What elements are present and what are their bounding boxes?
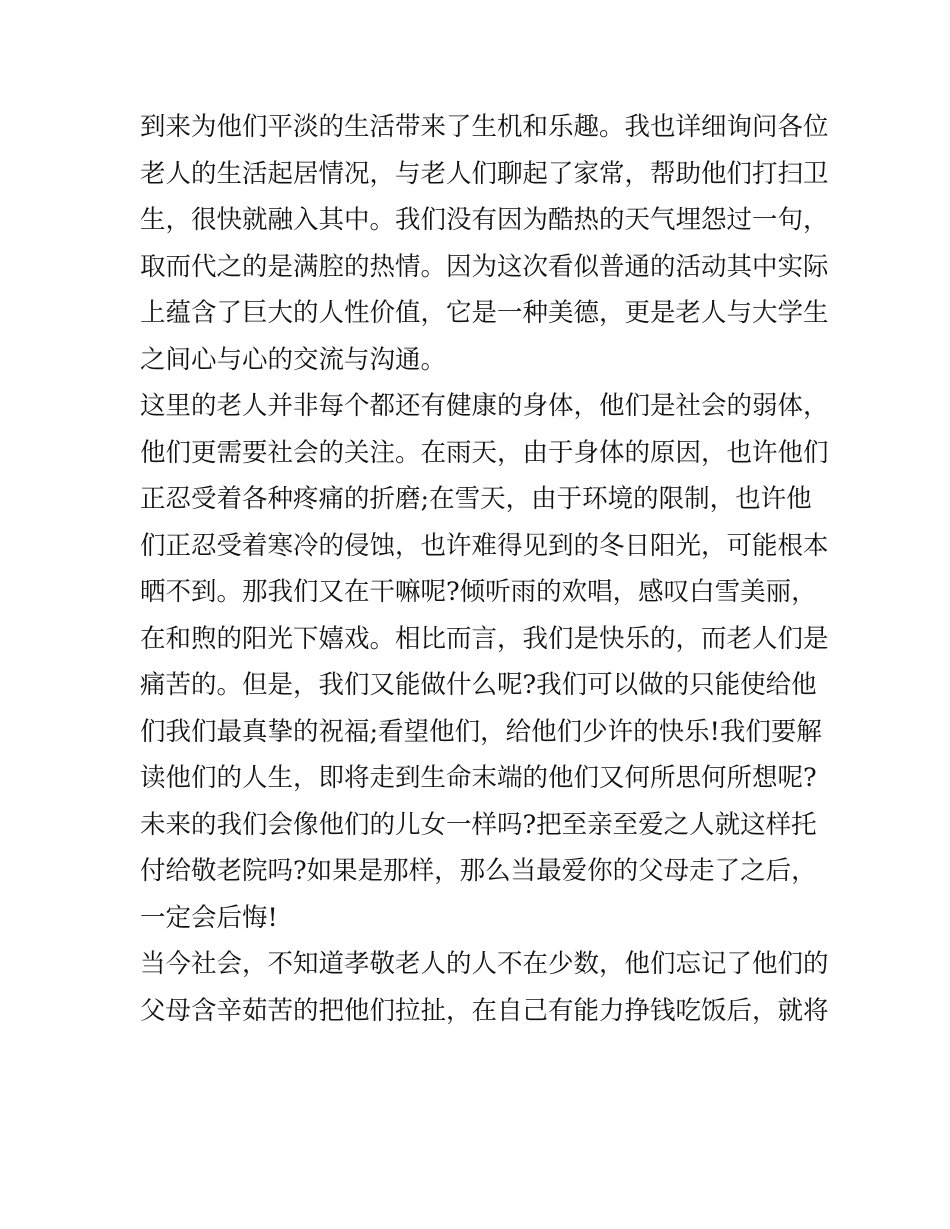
text-line: 上蕴含了巨大的人性价值，它是一种美德，更是老人与大学生 xyxy=(140,298,829,328)
text-line: 们我们最真挚的祝福;看望他们，给他们少许的快乐!我们要解 xyxy=(140,716,822,747)
text-line: 他们更需要社会的关注。在雨天，由于身体的原因，也许他们 xyxy=(140,437,829,468)
text-line: 痛苦的。但是，我们又能做什么呢?我们可以做的只能使给他 xyxy=(140,670,817,700)
text-line: 之间心与心的交流与沟通。 xyxy=(140,344,447,375)
text-line: 到来为他们平淡的生活带来了生机和乐趣。我也详细询问各位 xyxy=(140,112,829,142)
text-line: 未来的我们会像他们的儿女一样吗?把至亲至爱之人就这样托 xyxy=(140,809,817,840)
text-line: 读他们的人生，即将走到生命末端的他们又何所思何所想呢? xyxy=(140,763,817,793)
document-body xyxy=(140,104,829,1034)
text-line: 们正忍受着寒冷的侵蚀，也许难得见到的冬日阳光，可能根本 xyxy=(140,530,829,561)
text-line: 晒不到。那我们又在干嘛呢?倾听雨的欢唱，感叹白雪美丽， xyxy=(140,577,817,607)
text-line: 生，很快就融入其中。我们没有因为酷热的天气埋怨过一句， xyxy=(140,205,829,235)
text-line: 当今社会，不知道孝敬老人的人不在少数，他们忘记了他们的 xyxy=(140,949,829,979)
text-line: 正忍受着各种疼痛的折磨;在雪天，由于环境的限制，也许他 xyxy=(140,484,812,514)
text-line: 父母含辛茹苦的把他们拉扯，在自己有能力挣钱吃饭后，就将 xyxy=(140,995,829,1026)
text-line: 这里的老人并非每个都还有健康的身体，他们是社会的弱体， xyxy=(140,391,829,421)
text-line: 取而代之的是满腔的热情。因为这次看似普通的活动其中实际 xyxy=(140,251,829,282)
text-line: 一定会后悔! xyxy=(140,902,278,933)
text-line: 付给敬老院吗?如果是那样，那么当最爱你的父母走了之后， xyxy=(140,856,817,886)
text-line: 老人的生活起居情况，与老人们聊起了家常，帮助他们打扫卫 xyxy=(140,158,829,189)
text-line: 在和煦的阳光下嬉戏。相比而言，我们是快乐的，而老人们是 xyxy=(140,623,829,654)
